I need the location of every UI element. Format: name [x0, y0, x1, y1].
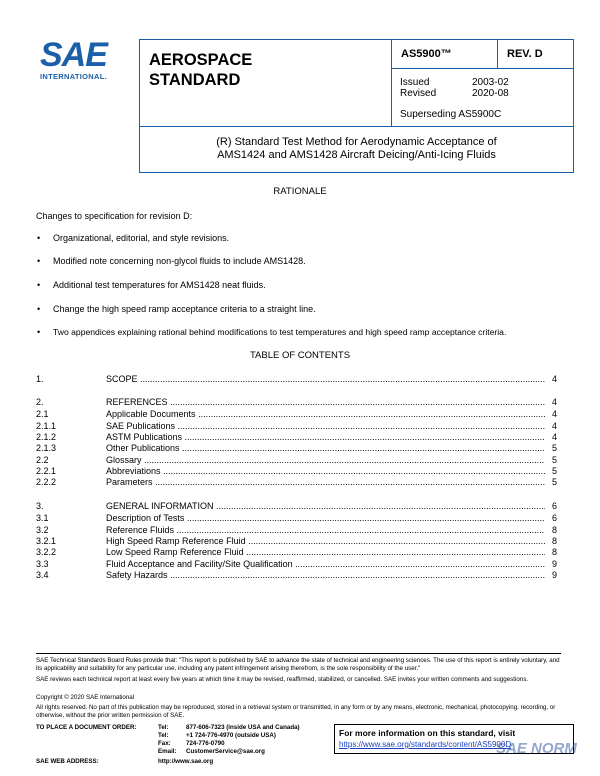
toc-entry[interactable]: 3.2.1 High Speed Ramp Reference Fluid ..... 8 — [36, 535, 557, 547]
footer-divider — [36, 653, 561, 654]
list-item: • Modified note concerning non-glycol fluids to include AMS1428. — [37, 256, 306, 266]
fax-label: Fax: — [158, 740, 171, 747]
list-item: • Two appendices explaining rational behind modifications to test temperatures and high speed ramp acceptance criteria. — [37, 327, 507, 337]
toc-entry[interactable]: 3.4 Safety Hazards ..... 9 — [36, 569, 557, 581]
revision-box — [497, 39, 574, 69]
toc-entry[interactable]: 2.1.1 SAE Publications ..... 4 — [36, 420, 557, 432]
sae-logo — [36, 36, 126, 86]
list-item: • Organizational, editorial, and style revisions. — [37, 233, 230, 243]
toc-entry[interactable]: 3.3 Fluid Acceptance and Facility/Site Qualification ..... 9 — [36, 558, 557, 570]
toc-entry[interactable]: 1. SCOPE ..... 4 — [36, 373, 557, 385]
standard-type-box — [139, 39, 392, 127]
footer-rights: All rights reserved. No part of this publication may be reproduced, stored in a retrieval system or transmitted, in any form or by any means, electronic, mechanical, photocopying, recording, or otherwise, without the prior written permission of SAE. — [36, 704, 556, 719]
toc-entry[interactable]: 2.1.2 ASTM Publications ..... 4 — [36, 431, 557, 443]
tel2-label: Tel: — [158, 732, 169, 739]
watermark: SAE NORM — [496, 740, 577, 757]
tel-value: 877-606-7323 (inside USA and Canada) — [186, 724, 300, 731]
superseding: Superseding AS5900C — [400, 109, 502, 120]
tel2-value: +1 724-776-4970 (outside USA) — [186, 732, 276, 739]
doc-number: AS5900™ — [401, 48, 452, 60]
tel-label: Tel: — [158, 724, 169, 731]
issued-label: Issued — [400, 77, 430, 88]
standard-link[interactable]: https://www.sae.org/standards/content/AS5900D — [339, 740, 512, 749]
standard-type-line2: STANDARD — [149, 71, 241, 89]
more-info-text: For more information on this standard, visit — [339, 728, 516, 738]
toc-entry[interactable]: 3.1 Description of Tests ..... 6 — [36, 512, 557, 524]
toc-entry[interactable]: 2.2 Glossary ..... 5 — [36, 454, 557, 466]
footer-board-rules: SAE Technical Standards Board Rules provide that: "This report is published by SAE to advance the state of technical and engineering sciences. The use of this report is entirely voluntary, and its applicability and suitability for any particular use, including any patent infringement arising therefrom, is the sole responsibility of the user." — [36, 657, 560, 672]
list-item: • Additional test temperatures for AMS1428 neat fluids. — [37, 280, 266, 290]
logo-subtext: INTERNATIONAL. — [40, 72, 107, 81]
document-title-box — [139, 126, 574, 173]
email-value[interactable]: CustomerService@sae.org — [186, 748, 265, 755]
doc-number-box — [391, 39, 498, 69]
order-label: TO PLACE A DOCUMENT ORDER: — [36, 724, 137, 731]
revision: REV. D — [507, 48, 543, 60]
list-item: • Change the high speed ramp acceptance criteria to a straight line. — [37, 304, 316, 314]
logo-mark: SAE — [40, 36, 107, 74]
rationale-intro: Changes to specification for revision D: — [36, 211, 193, 221]
toc-entry[interactable]: 2.1.3 Other Publications ..... 5 — [36, 442, 557, 454]
standard-type-line1: AEROSPACE — [149, 51, 253, 69]
web-label: SAE WEB ADDRESS: — [36, 758, 99, 765]
toc-entry[interactable]: 3.2 Reference Fluids ..... 8 — [36, 524, 557, 536]
revised-value: 2020-08 — [472, 88, 509, 99]
issued-value: 2003-02 — [472, 77, 509, 88]
toc-entry[interactable]: 3.2.2 Low Speed Ramp Reference Fluid ..... 8 — [36, 546, 557, 558]
web-link[interactable]: http://www.sae.org — [158, 758, 214, 765]
toc-entry[interactable]: 3. GENERAL INFORMATION ..... 6 — [36, 500, 557, 512]
toc-entry[interactable]: 2.1 Applicable Documents ..... 4 — [36, 408, 557, 420]
email-label: Email: — [158, 748, 177, 755]
revised-label: Revised — [400, 88, 437, 99]
fax-value: 724-776-0790 — [186, 740, 225, 747]
document-title-line2: AMS1424 and AMS1428 Aircraft Deicing/Anti-Icing Fluids — [217, 149, 496, 161]
toc-entry[interactable]: 2.2.2 Parameters ..... 5 — [36, 476, 557, 488]
rationale-heading: RATIONALE — [273, 186, 327, 197]
toc-entry[interactable]: 2. REFERENCES ..... 4 — [36, 396, 557, 408]
document-title-line1: (R) Standard Test Method for Aerodynamic Acceptance of — [216, 136, 497, 148]
toc-heading: TABLE OF CONTENTS — [249, 350, 351, 361]
issue-info-box — [391, 68, 574, 127]
footer-copyright: Copyright © 2020 SAE International — [36, 694, 135, 701]
toc-entry[interactable]: 2.2.1 Abbreviations ..... 5 — [36, 465, 557, 477]
footer-review-note: SAE reviews each technical report at least every five years at which time it may be revised, reaffirmed, stabilized, or cancelled. SAE invites your written comments and suggestions. — [36, 676, 529, 683]
